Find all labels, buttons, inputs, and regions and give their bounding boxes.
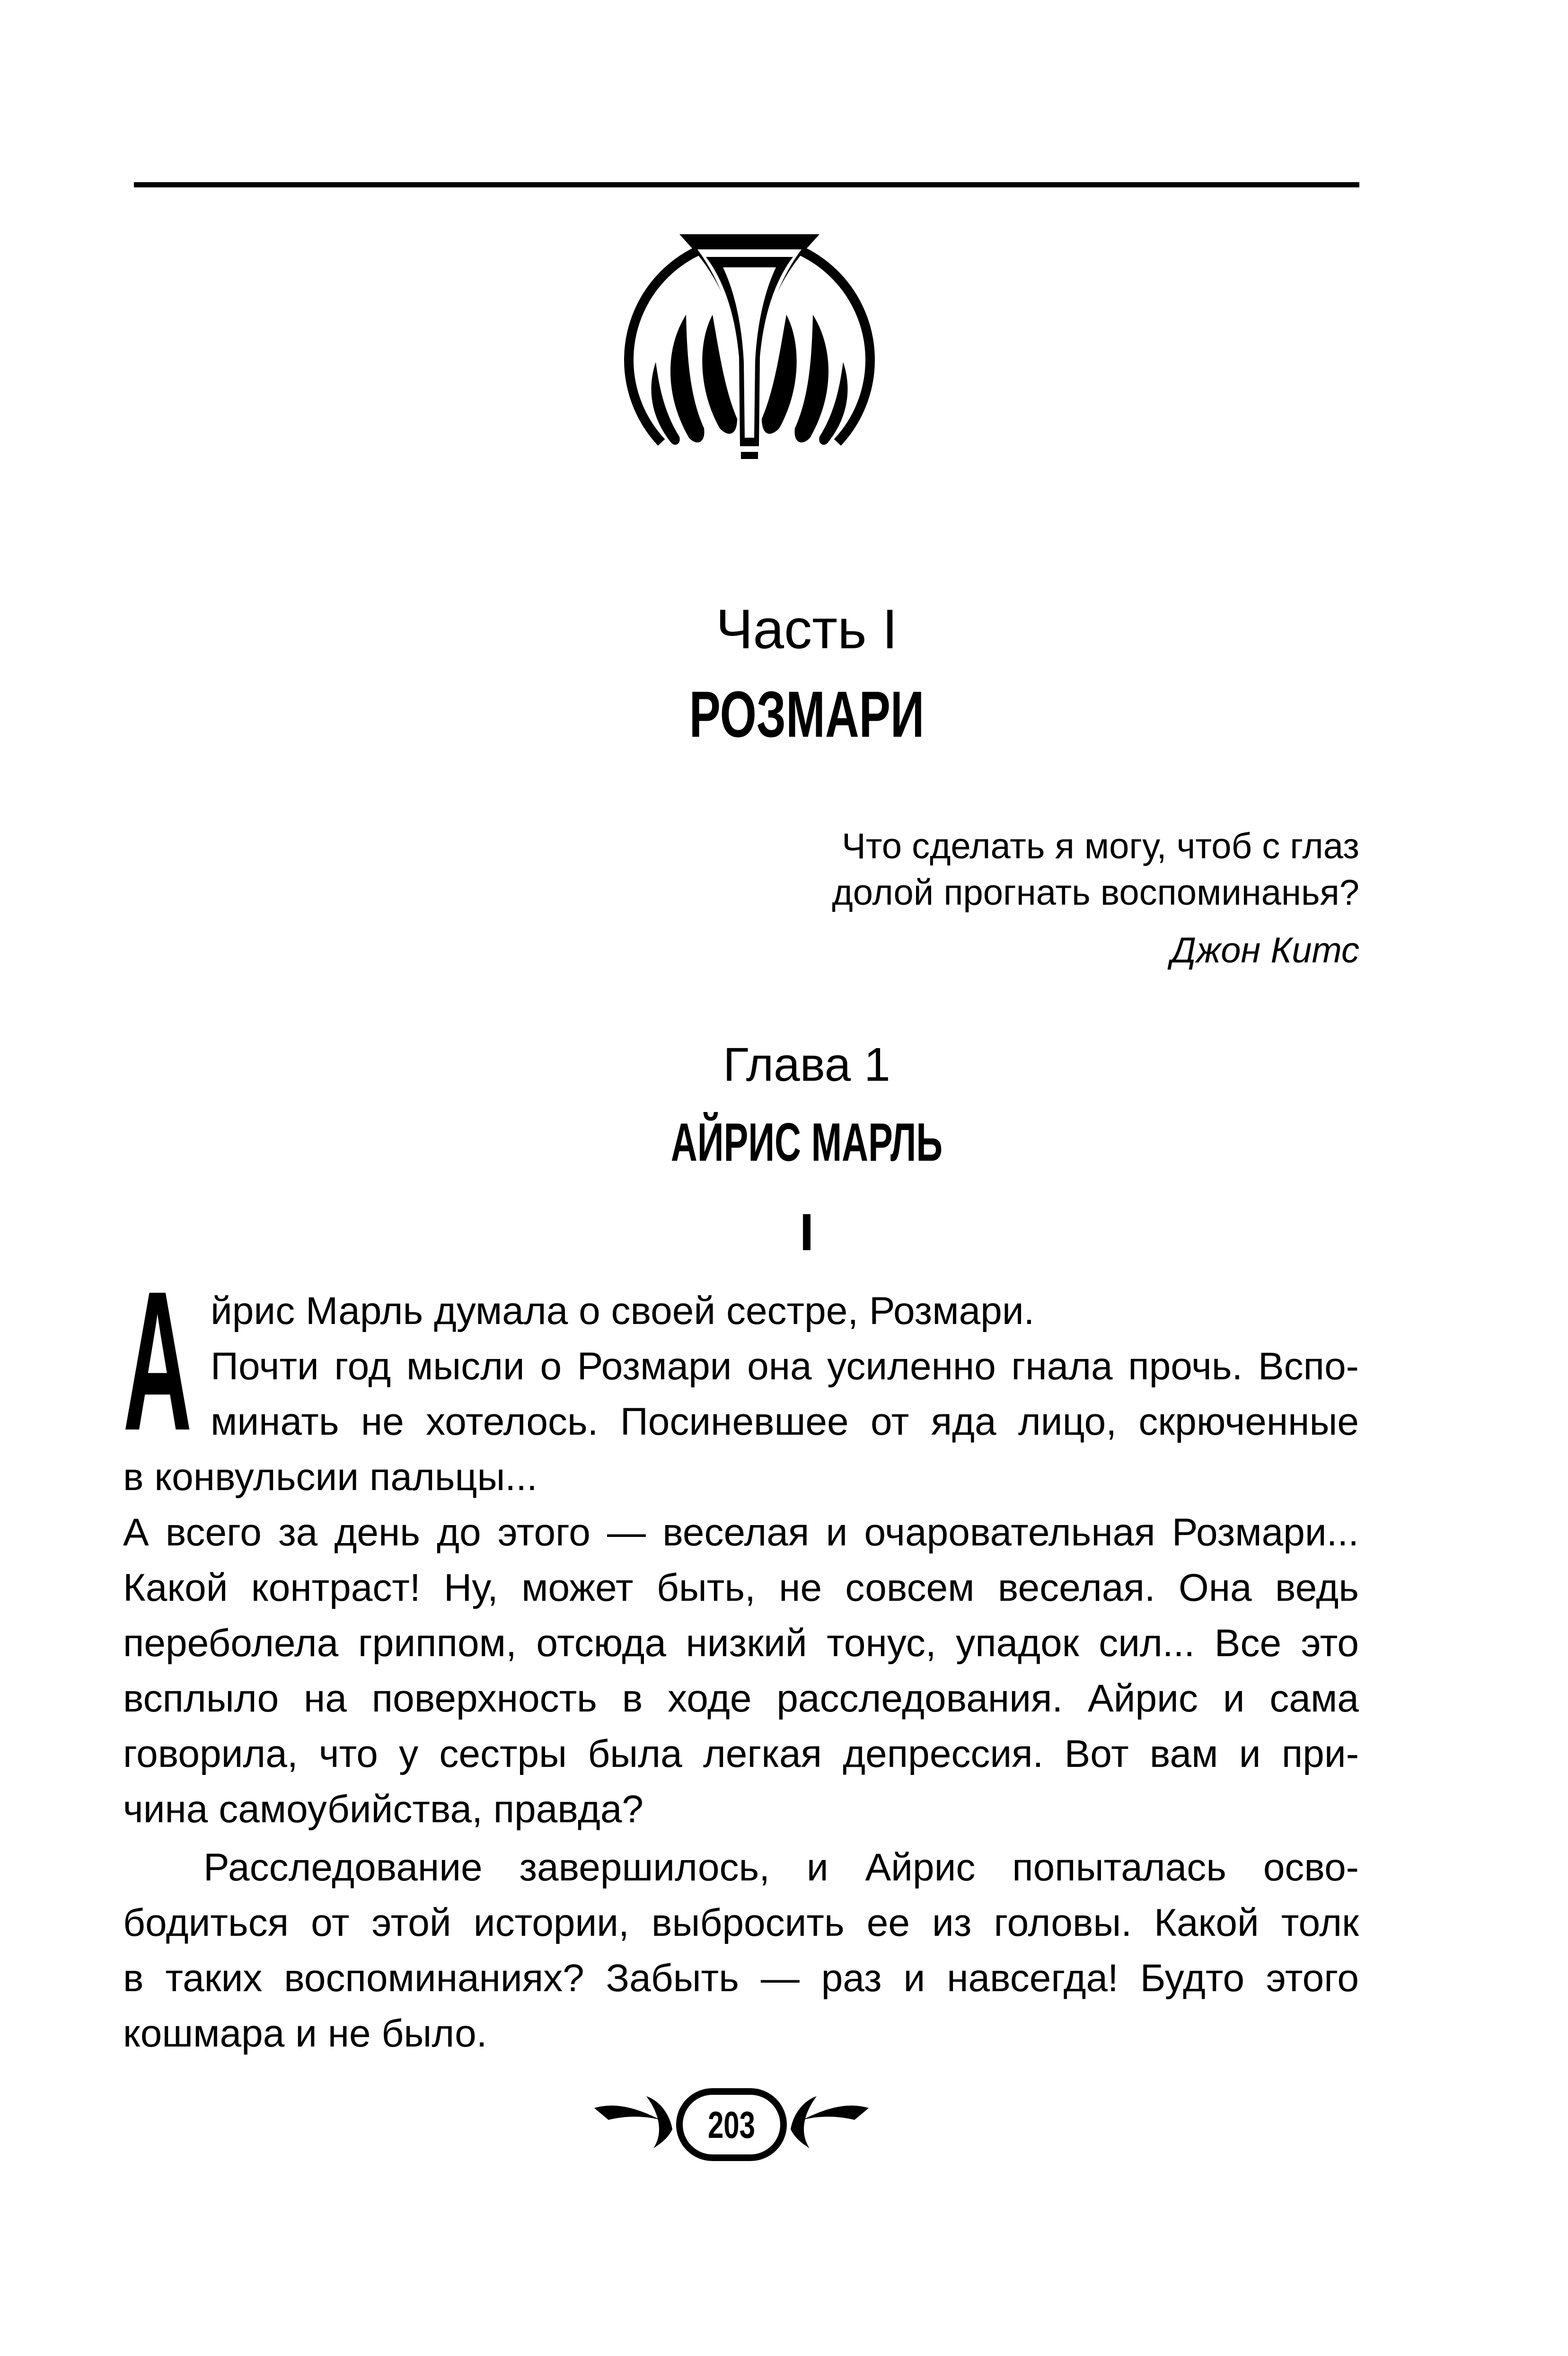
chapter-emblem-icon <box>618 220 881 499</box>
text-line: бодиться от этой истории, выбросить ее из головы. Какой толк <box>123 1901 1359 1944</box>
chapter-title: АЙРИС МАРЛЬ <box>670 1112 943 1173</box>
paragraph-3 <box>123 1840 1359 2061</box>
epigraph <box>697 823 1359 916</box>
epigraph-line: долой прогнать воспоминанья? <box>832 873 1359 913</box>
right-flourish-icon <box>802 2106 869 2120</box>
text-line: йрис Марль думала о своей сестре, Розмари. <box>211 1289 1035 1332</box>
text-line: Расследование завершилось, и Айрис попыталась осво- <box>203 1846 1359 1889</box>
part-title: РОЗМАРИ <box>689 678 925 751</box>
page-number: 203 <box>707 2103 756 2146</box>
text-line: переболела гриппом, отсюда низкий тонус, упадок сил... Все это <box>123 1622 1359 1665</box>
text-line: Почти год мысли о Розмари она усиленно гнала прочь. Вспо- <box>211 1345 1359 1388</box>
drop-cap: А <box>123 1250 192 1472</box>
epigraph-author: Джон Китс <box>1171 930 1359 971</box>
part-label: Часть I <box>715 598 898 661</box>
epigraph-line: Что сделать я могу, чтоб с глаз <box>842 826 1359 866</box>
top-rule <box>134 182 1359 187</box>
text-line: кошмара и не было. <box>123 2012 487 2055</box>
text-line: А всего за день до этого — веселая и очаровательная Розмари... <box>123 1511 1359 1554</box>
text-line: в таких воспоминаниях? Забыть — раз и навсегда! Будто этого <box>123 1957 1359 2000</box>
text-line: Какой контраст! Ну, может быть, не совсем веселая. Она ведь <box>123 1566 1359 1609</box>
left-flourish-icon <box>594 2106 661 2120</box>
text-line: чина самоубийства, правда? <box>123 1788 644 1831</box>
chapter-label: Глава 1 <box>723 1038 890 1091</box>
text-line: всплыло на поверхность в ходе расследования. Айрис и сама <box>123 1677 1359 1720</box>
section-number: I <box>799 1203 814 1262</box>
paragraph-2 <box>123 1505 1359 1837</box>
paragraph-1 <box>123 1250 1359 1505</box>
text-line: минать не хотелось. Посиневшее от яда лицо, скрюченные <box>211 1400 1359 1443</box>
text-line: в конвульсии пальцы... <box>123 1456 537 1499</box>
text-line: говорила, что у сестры была легкая депрессия. Вот вам и при- <box>123 1732 1359 1775</box>
page-number-ornament <box>590 2082 873 2162</box>
